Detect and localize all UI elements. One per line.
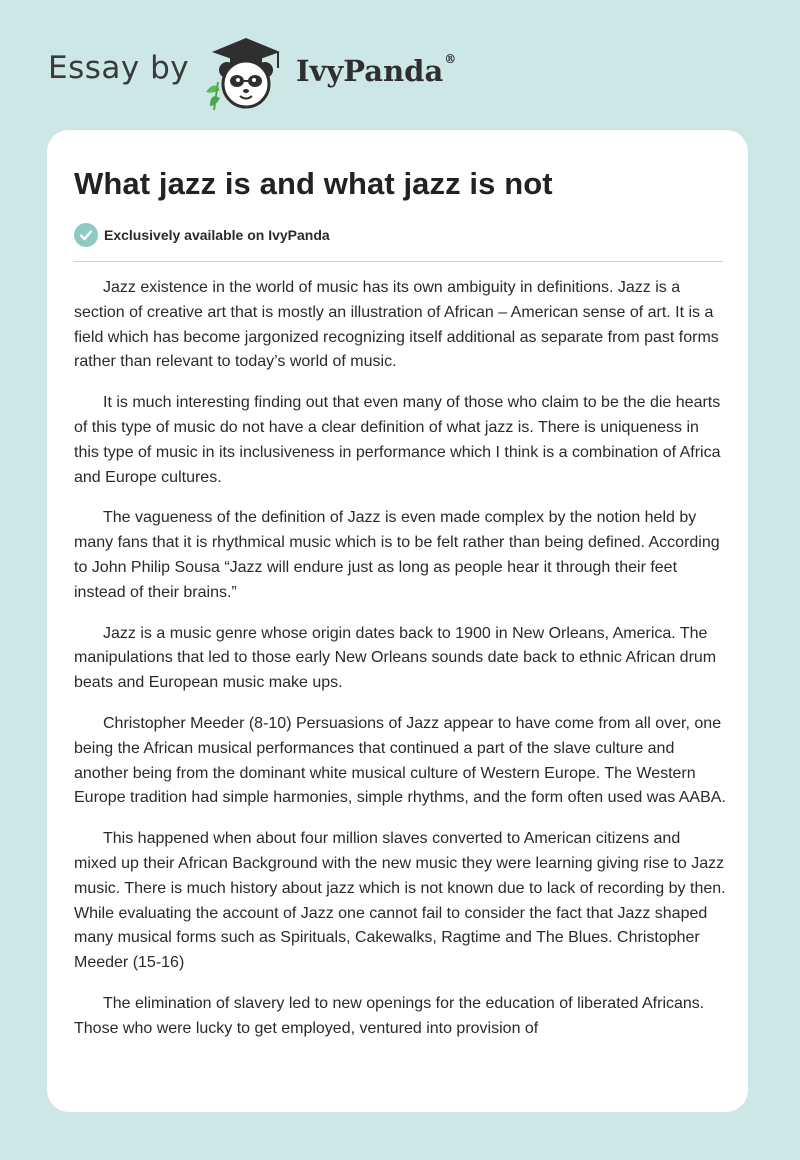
essay-body — [74, 276, 726, 1058]
panda-logo-icon[interactable] — [200, 34, 292, 110]
divider — [74, 261, 723, 262]
essay-title: What jazz is and what jazz is not — [74, 166, 553, 201]
essay-paragraph: The elimination of slavery led to new openings for the education of liberated Africans. Those who were lucky to get employed, ventured into provision of — [74, 994, 705, 1037]
registered-mark: ® — [444, 52, 457, 66]
check-circle-icon — [74, 223, 98, 247]
site-header — [0, 0, 800, 120]
exclusive-badge — [74, 223, 330, 247]
essay-paragraph: Jazz existence in the world of music has its own ambiguity in definitions. Jazz is a section of creative art that is mostly an illustration of African – American sense of art. It is a field which has become jargonized recognizing itself additional as separate from past forms rather than relevant to today’s world of music. — [74, 279, 719, 371]
essay-paragraph: Jazz is a music genre whose origin dates back to 1900 in New Orleans, America. The manipulations that led to those early New Orleans sounds date back to ethnic African drum beats and European music make ups. — [74, 624, 717, 692]
essay-card — [47, 130, 748, 1112]
brand-name[interactable]: IvyPanda® — [296, 52, 457, 88]
essay-by-label: Essay by — [48, 50, 190, 86]
essay-paragraph: Christopher Meeder (8-10) Persuasions of Jazz appear to have come from all over, one being the African musical performances that continued a part of the slave culture and another being from the dominant white musical culture of Western Europe. The Western Europe tradition had simple harmonies, simple rhythms, and the form often used was AABA. — [74, 714, 726, 807]
essay-paragraph: It is much interesting finding out that even many of those who claim to be the die hearts of this type of music do not have a clear definition of what jazz is. There is uniqueness in this type of music in its inclusiveness in performance which I think is a combination of Africa and Europe cultures. — [74, 394, 721, 486]
essay-paragraph: This happened when about four million slaves converted to American citizens and mixed up their African Background with the new music they were learning giving rise to Jazz music. There is much history about jazz which is not known due to lack of recording by then. While evaluating the account of Jazz one cannot fail to consider the fact that Jazz shaped many musical forms such as Spirituals, Cakewalks, Ragtime and The Blues. Christopher Meeder (15-16) — [74, 830, 726, 972]
essay-paragraph: The vagueness of the definition of Jazz is even made complex by the notion held by many fans that it is rhythmical music which is to be felt rather than being defined. According to John Philip Sousa “Jazz will endure just as long as people hear it through their feet instead of their brains.” — [74, 509, 720, 601]
exclusive-badge-text: Exclusively available on IvyPanda — [104, 227, 330, 243]
